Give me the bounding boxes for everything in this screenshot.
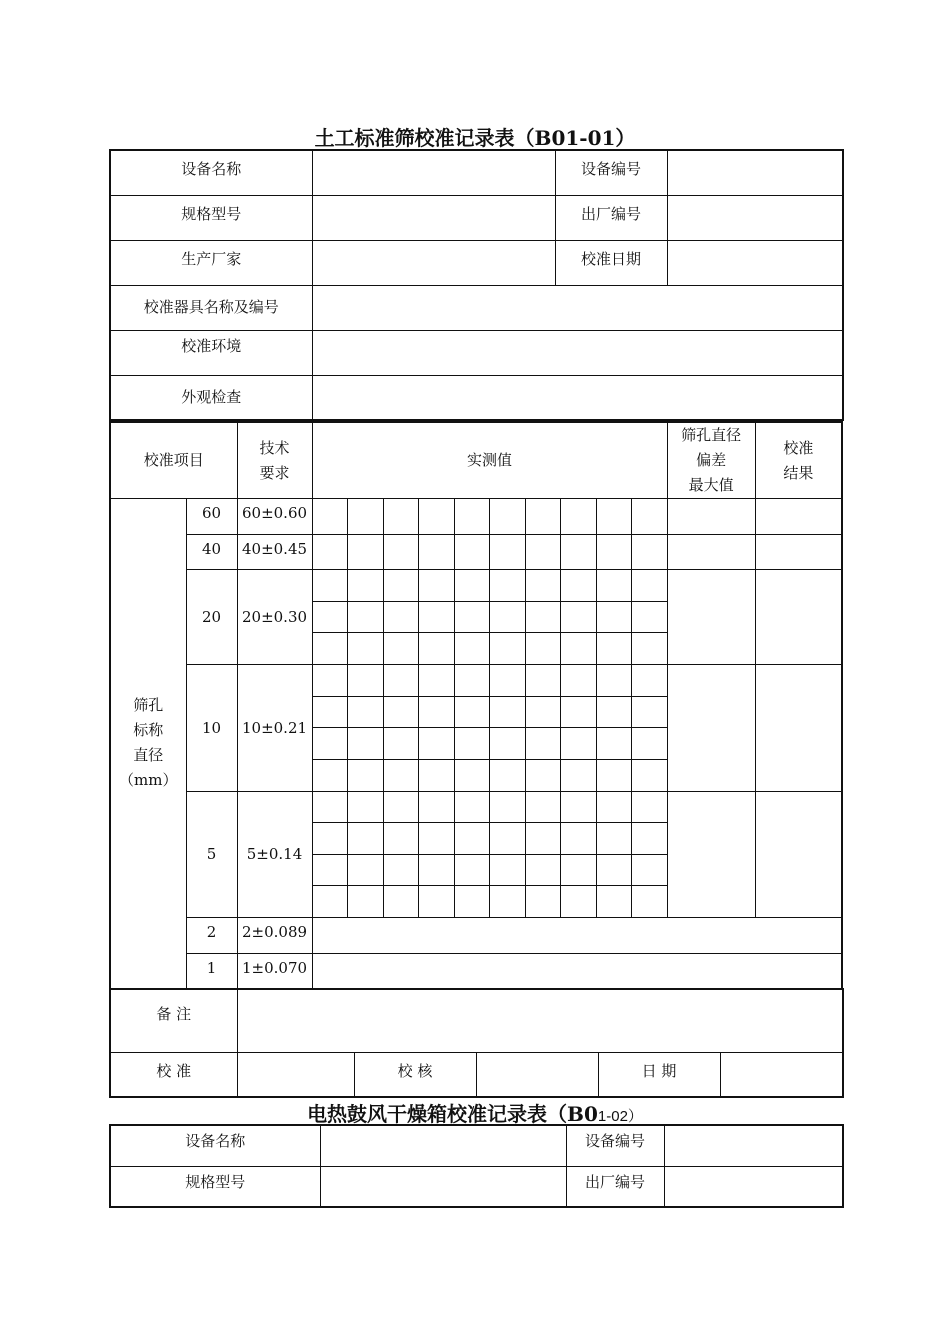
cell[interactable] [632, 886, 668, 918]
cell[interactable] [525, 855, 561, 886]
cell[interactable] [312, 665, 348, 697]
cell[interactable] [383, 535, 419, 570]
cell[interactable] [312, 499, 348, 535]
cell[interactable] [490, 633, 526, 665]
form2-model-field[interactable] [320, 1166, 566, 1207]
form2-factory-no-label: 出厂编号 [566, 1166, 664, 1207]
col-tech-line1: 技术 [259, 438, 290, 457]
cell[interactable] [348, 570, 384, 602]
cell[interactable] [454, 792, 490, 823]
deviation-cell[interactable] [667, 535, 755, 570]
date-field[interactable] [720, 1052, 843, 1097]
cell[interactable] [383, 602, 419, 633]
row-2-field[interactable] [312, 918, 842, 954]
device-name-field[interactable] [312, 150, 555, 195]
cell[interactable] [632, 728, 668, 760]
form2-factory-no-field[interactable] [664, 1166, 843, 1207]
cell[interactable] [454, 633, 490, 665]
cell[interactable] [596, 886, 632, 918]
cell[interactable] [383, 570, 419, 602]
cell[interactable] [632, 570, 668, 602]
form2-title [0, 1098, 950, 1127]
cell[interactable] [525, 792, 561, 823]
cell[interactable] [525, 602, 561, 633]
cell[interactable] [348, 697, 384, 728]
col-dev-line2: 偏差 [696, 451, 727, 469]
col-result-header [755, 422, 842, 499]
cell[interactable] [348, 499, 384, 535]
col-deviation-header [667, 422, 755, 499]
cell[interactable] [383, 665, 419, 697]
model-field[interactable] [312, 195, 555, 240]
cell[interactable] [632, 665, 668, 697]
instrument-label: 校准器具名称及编号 [110, 285, 312, 330]
cell[interactable] [419, 792, 455, 823]
remark-label: 备 注 [110, 989, 237, 1052]
cell[interactable] [312, 570, 348, 602]
cell[interactable] [525, 697, 561, 728]
form2-model-label: 规格型号 [110, 1166, 320, 1207]
cell[interactable] [490, 499, 526, 535]
req-10: 10±0.21 [237, 665, 312, 792]
cell[interactable] [525, 728, 561, 760]
col-dev-line1: 筛孔直径 [681, 426, 742, 444]
cell[interactable] [632, 602, 668, 633]
factory-no-field[interactable] [667, 195, 843, 240]
deviation-cell[interactable] [667, 570, 755, 665]
cell[interactable] [525, 823, 561, 855]
cell[interactable] [419, 570, 455, 602]
cell[interactable] [348, 728, 384, 760]
req-60: 60±0.60 [237, 499, 312, 535]
cell[interactable] [596, 499, 632, 535]
cell[interactable] [383, 728, 419, 760]
size-1: 1 [186, 954, 237, 989]
cell[interactable] [348, 665, 384, 697]
req-20: 20±0.30 [237, 570, 312, 665]
cell[interactable] [312, 823, 348, 855]
cell[interactable] [454, 728, 490, 760]
deviation-cell[interactable] [667, 792, 755, 918]
cell[interactable] [490, 570, 526, 602]
cell[interactable] [419, 602, 455, 633]
cell[interactable] [454, 602, 490, 633]
model-label: 规格型号 [110, 195, 312, 240]
cell[interactable] [561, 823, 597, 855]
cell[interactable] [596, 855, 632, 886]
cell[interactable] [632, 792, 668, 823]
form2-device-name-label: 设备名称 [110, 1125, 320, 1166]
cell[interactable] [454, 499, 490, 535]
cell[interactable] [312, 602, 348, 633]
appearance-label: 外观检查 [110, 375, 312, 420]
cell[interactable] [490, 697, 526, 728]
cell[interactable] [454, 886, 490, 918]
cell[interactable] [561, 633, 597, 665]
checker-field[interactable] [476, 1052, 598, 1097]
device-no-label: 设备编号 [555, 150, 667, 195]
cell[interactable] [312, 697, 348, 728]
cell[interactable] [312, 728, 348, 760]
cell[interactable] [525, 633, 561, 665]
cell[interactable] [596, 633, 632, 665]
cell[interactable] [454, 570, 490, 602]
cell[interactable] [348, 633, 384, 665]
cell[interactable] [312, 760, 348, 792]
cell[interactable] [561, 855, 597, 886]
manufacturer-field[interactable] [312, 240, 555, 285]
cell[interactable] [525, 570, 561, 602]
cell[interactable] [632, 697, 668, 728]
cell[interactable] [312, 855, 348, 886]
cell[interactable] [419, 823, 455, 855]
cell[interactable] [348, 792, 384, 823]
cell[interactable] [561, 886, 597, 918]
form2-title-suffix: 1-02） [597, 1108, 643, 1125]
cell[interactable] [419, 697, 455, 728]
cell[interactable] [454, 697, 490, 728]
cell[interactable] [596, 792, 632, 823]
cell[interactable] [561, 792, 597, 823]
form2-device-no-field[interactable] [664, 1125, 843, 1166]
side-line3: 直径 [133, 746, 164, 765]
cell[interactable] [596, 728, 632, 760]
cell[interactable] [419, 728, 455, 760]
cell[interactable] [454, 855, 490, 886]
cell[interactable] [312, 886, 348, 918]
cell[interactable] [490, 886, 526, 918]
form2-title-main: 电热鼓风干燥箱校准记录表（B0 [307, 1102, 598, 1126]
deviation-cell[interactable] [667, 499, 755, 535]
cell[interactable] [419, 760, 455, 792]
cell[interactable] [383, 697, 419, 728]
form1-footer-table [109, 988, 844, 1098]
cell[interactable] [632, 535, 668, 570]
size-2: 2 [186, 918, 237, 954]
form2-device-no-label: 设备编号 [566, 1125, 664, 1166]
date-label: 日 期 [598, 1052, 720, 1097]
cell[interactable] [490, 855, 526, 886]
cell[interactable] [561, 602, 597, 633]
cell[interactable] [596, 760, 632, 792]
cell[interactable] [561, 697, 597, 728]
cell[interactable] [454, 665, 490, 697]
result-cell[interactable] [755, 665, 842, 792]
cell[interactable] [312, 792, 348, 823]
col-item-header: 校准项目 [110, 422, 237, 499]
size-60: 60 [186, 499, 237, 535]
manufacturer-label: 生产厂家 [110, 240, 312, 285]
cell[interactable] [632, 499, 668, 535]
form2-device-name-field[interactable] [320, 1125, 566, 1166]
size-10: 10 [186, 665, 237, 792]
col-result-line2: 结果 [783, 463, 814, 482]
checker-label: 校 核 [354, 1052, 476, 1097]
calib-date-label: 校准日期 [555, 240, 667, 285]
result-cell[interactable] [755, 535, 842, 570]
side-line2: 标称 [133, 721, 164, 740]
device-no-field[interactable] [667, 150, 843, 195]
cell[interactable] [596, 602, 632, 633]
cell[interactable] [632, 760, 668, 792]
form1-title: 土工标准筛校准记录表（B01-01） [314, 126, 636, 150]
cell[interactable] [312, 633, 348, 665]
cell[interactable] [419, 886, 455, 918]
cell[interactable] [490, 760, 526, 792]
factory-no-label: 出厂编号 [555, 195, 667, 240]
cell[interactable] [490, 823, 526, 855]
cell[interactable] [383, 886, 419, 918]
cell[interactable] [419, 665, 455, 697]
environment-field[interactable] [312, 330, 843, 375]
req-40: 40±0.45 [237, 535, 312, 570]
calibrator-label: 校 准 [110, 1052, 237, 1097]
cell[interactable] [525, 886, 561, 918]
cell[interactable] [348, 535, 384, 570]
col-tech-line2: 要求 [259, 463, 290, 482]
cell[interactable] [419, 499, 455, 535]
cell[interactable] [561, 499, 597, 535]
device-name-label: 设备名称 [110, 150, 312, 195]
cell[interactable] [596, 570, 632, 602]
cell[interactable] [419, 633, 455, 665]
cell[interactable] [348, 886, 384, 918]
cell[interactable] [383, 792, 419, 823]
req-2: 2±0.089 [237, 918, 312, 954]
size-40: 40 [186, 535, 237, 570]
side-label [110, 499, 186, 989]
cell[interactable] [525, 535, 561, 570]
cell[interactable] [383, 499, 419, 535]
cell[interactable] [348, 602, 384, 633]
cell[interactable] [454, 760, 490, 792]
col-dev-line3: 最大值 [688, 476, 734, 494]
cell[interactable] [454, 535, 490, 570]
cell[interactable] [490, 728, 526, 760]
size-5: 5 [186, 792, 237, 918]
cell[interactable] [561, 760, 597, 792]
col-result-line1: 校准 [783, 438, 814, 457]
cell[interactable] [525, 499, 561, 535]
result-cell[interactable] [755, 792, 842, 918]
cell[interactable] [348, 855, 384, 886]
cell[interactable] [383, 760, 419, 792]
cell[interactable] [419, 535, 455, 570]
cell[interactable] [348, 823, 384, 855]
cell[interactable] [561, 665, 597, 697]
req-1: 1±0.070 [237, 954, 312, 989]
deviation-cell[interactable] [667, 665, 755, 792]
cell[interactable] [490, 602, 526, 633]
col-measured-header: 实测值 [312, 422, 667, 499]
remark-field[interactable] [237, 989, 843, 1052]
cell[interactable] [312, 535, 348, 570]
req-5: 5±0.14 [237, 792, 312, 918]
cell[interactable] [632, 855, 668, 886]
form2-header-table [109, 1124, 844, 1208]
form1-measure-table [109, 421, 843, 990]
cell[interactable] [561, 570, 597, 602]
cell[interactable] [596, 535, 632, 570]
cell[interactable] [632, 633, 668, 665]
result-cell[interactable] [755, 499, 842, 535]
cell[interactable] [596, 697, 632, 728]
col-tech-header [237, 422, 312, 499]
cell[interactable] [490, 665, 526, 697]
cell[interactable] [490, 535, 526, 570]
cell[interactable] [490, 792, 526, 823]
cell[interactable] [383, 855, 419, 886]
row-1-field[interactable] [312, 954, 842, 989]
cell[interactable] [596, 823, 632, 855]
form1-header-table [109, 149, 844, 421]
side-line4: （mm） [119, 771, 178, 790]
cell[interactable] [632, 823, 668, 855]
side-line1: 筛孔 [133, 696, 164, 715]
appearance-field[interactable] [312, 375, 843, 420]
size-20: 20 [186, 570, 237, 665]
cell[interactable] [348, 760, 384, 792]
cell[interactable] [454, 823, 490, 855]
cell[interactable] [525, 665, 561, 697]
cell[interactable] [419, 855, 455, 886]
cell[interactable] [596, 665, 632, 697]
cell[interactable] [561, 535, 597, 570]
cell[interactable] [383, 823, 419, 855]
environment-label: 校准环境 [110, 330, 312, 375]
instrument-field[interactable] [312, 285, 843, 330]
cell[interactable] [383, 633, 419, 665]
calibrator-field[interactable] [237, 1052, 354, 1097]
cell[interactable] [561, 728, 597, 760]
calib-date-field[interactable] [667, 240, 843, 285]
cell[interactable] [525, 760, 561, 792]
result-cell[interactable] [755, 570, 842, 665]
